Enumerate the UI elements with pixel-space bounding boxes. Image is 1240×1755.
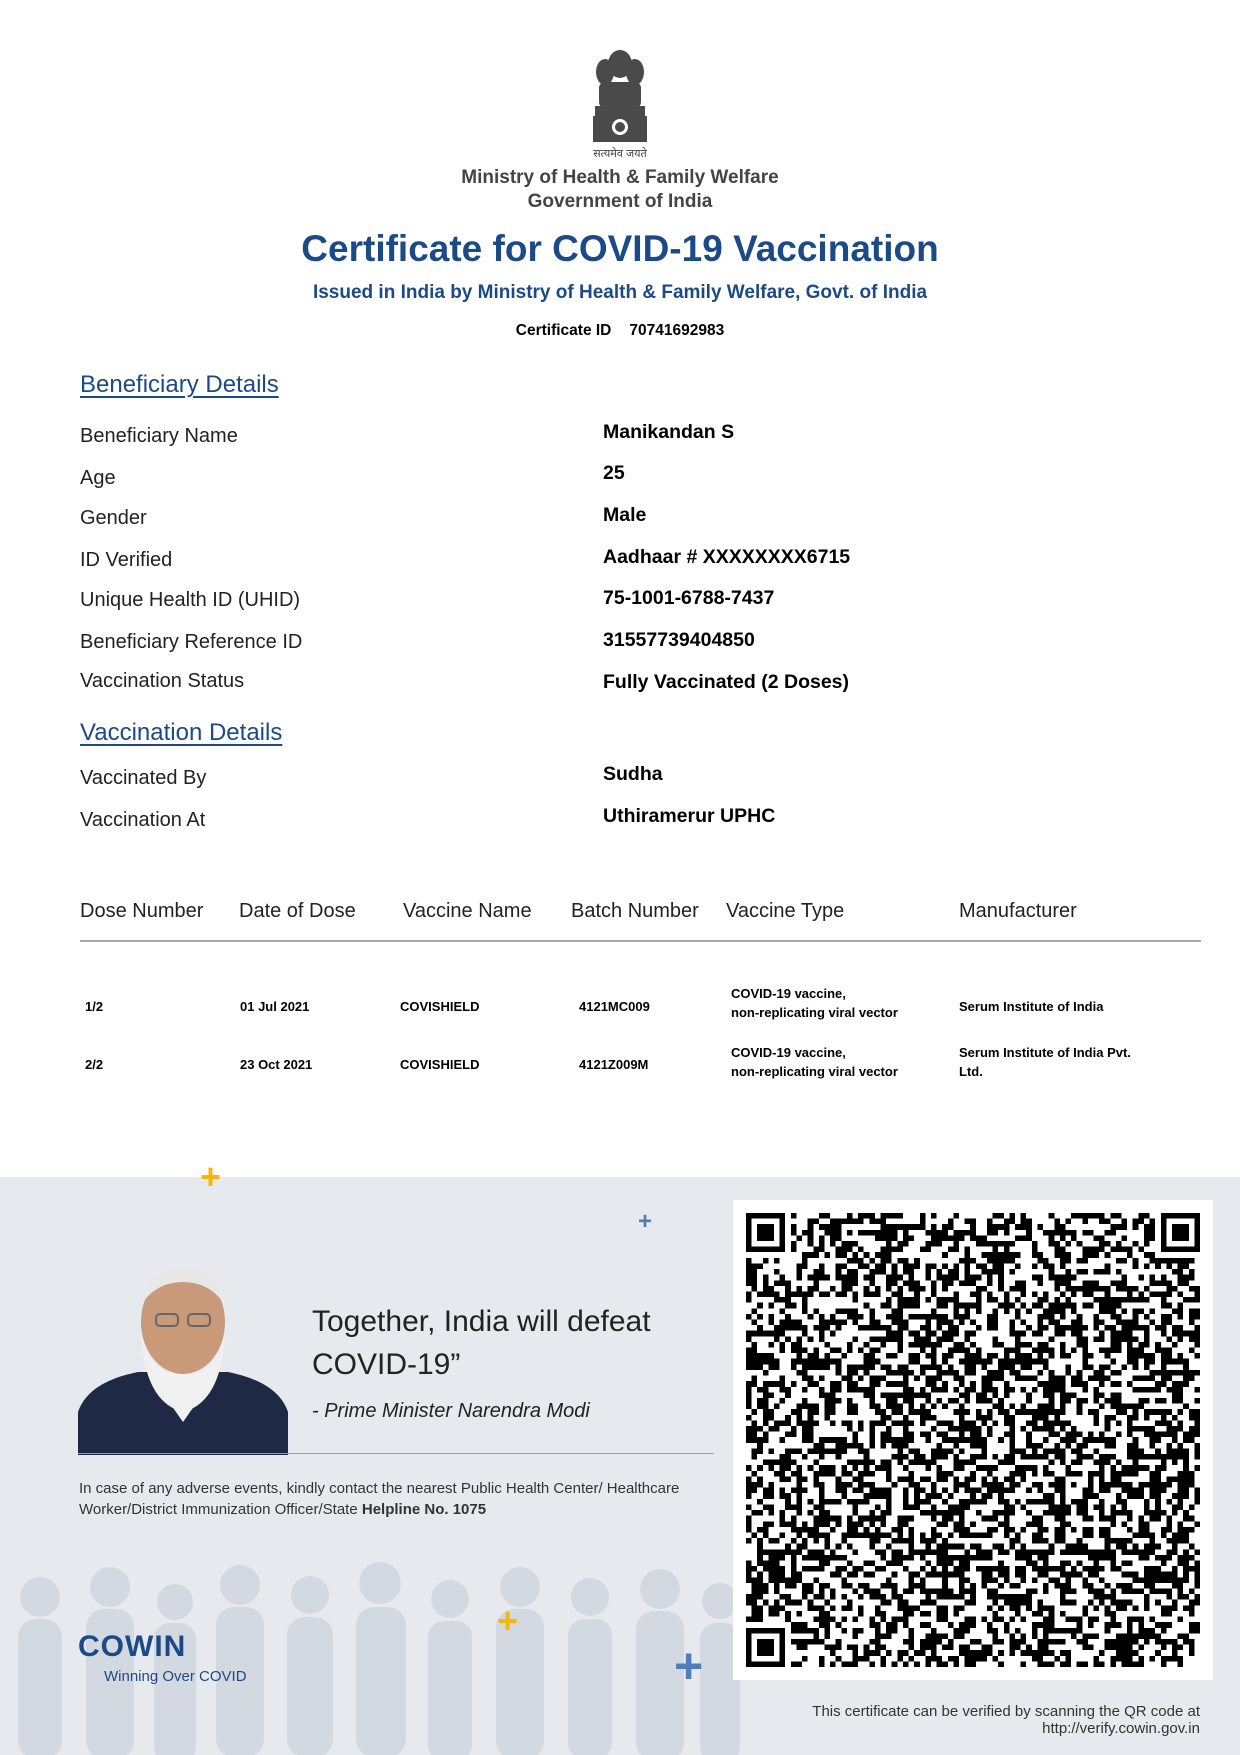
quote-divider [78, 1453, 714, 1454]
notice-text: In case of any adverse events, kindly contact the nearest Public Health Center/ Healthcare Worker/District Immunization Officer/State [79, 1480, 680, 1518]
ministry-name: Ministry of Health & Family Welfare [461, 167, 779, 188]
quote-attribution: - Prime Minister Narendra Modi [312, 1400, 590, 1422]
field-label-vaccination-at: Vaccination At [80, 809, 206, 831]
field-label-id-verified: ID Verified [80, 549, 173, 571]
cell-date: 23 Oct 2021 [240, 1057, 313, 1072]
field-value-age: 25 [603, 462, 625, 484]
cell-type [731, 984, 898, 1022]
quote-line-2: COVID-19” [312, 1348, 461, 1381]
government-name: Government of India [527, 191, 713, 212]
field-label-vaccinated-by: Vaccinated By [80, 767, 207, 789]
cell-manufacturer-line2: Ltd. [959, 1064, 983, 1079]
cell-type-line1: COVID-19 vaccine, [731, 1045, 846, 1060]
cell-batch: 4121Z009M [579, 1057, 649, 1072]
certificate-id-label: Certificate ID [515, 322, 612, 339]
field-value-vaccinated-by: Sudha [603, 763, 663, 785]
field-value-vaccination-status: Fully Vaccinated (2 Doses) [603, 671, 850, 693]
field-label-gender: Gender [80, 507, 147, 529]
cell-type-line2: non-replicating viral vector [731, 1064, 898, 1079]
field-value-id-verified: Aadhaar # XXXXXXXX6715 [603, 546, 851, 568]
field-value-name: Manikandan S [603, 421, 735, 443]
field-label-name: Beneficiary Name [80, 425, 238, 447]
cell-manufacturer [959, 997, 1103, 1016]
cell-manufacturer [959, 1043, 1131, 1081]
table-header-vaccine-name: Vaccine Name [403, 900, 532, 922]
cell-dose: 1/2 [85, 999, 104, 1014]
table-header-manufacturer: Manufacturer [959, 900, 1077, 922]
cell-dose: 2/2 [85, 1057, 104, 1072]
vaccination-details-heading: Vaccination Details [80, 719, 283, 746]
field-value-vaccination-at: Uthiramerur UPHC [603, 805, 776, 827]
quote-text [312, 1300, 651, 1386]
field-value-reference-id: 31557739404850 [603, 629, 755, 651]
cell-manufacturer-line1: Serum Institute of India [959, 999, 1104, 1014]
table-header-vaccine-type: Vaccine Type [726, 900, 845, 922]
portrait-image [78, 1262, 288, 1455]
cell-vaccine: COVISHIELD [400, 1057, 480, 1072]
certificate-id-value: 70741692983 [629, 322, 725, 339]
cell-type-line1: COVID-19 vaccine, [731, 986, 846, 1001]
field-label-vaccination-status: Vaccination Status [80, 670, 245, 692]
plus-icon: + [200, 1156, 222, 1197]
verify-line-2: http://verify.cowin.gov.in [1042, 1720, 1200, 1737]
quote-line-1: Together, India will defeat [312, 1305, 651, 1338]
cell-type-line2: non-replicating viral vector [731, 1005, 898, 1020]
qr-code-panel [733, 1200, 1213, 1680]
field-label-reference-id: Beneficiary Reference ID [80, 631, 303, 653]
field-value-uhid: 75-1001-6788-7437 [603, 587, 775, 609]
adverse-events-notice [79, 1478, 699, 1520]
verification-note [660, 1703, 1200, 1737]
table-header-dose-number: Dose Number [80, 900, 204, 922]
cell-batch: 4121MC009 [579, 999, 650, 1014]
certificate-id-row [0, 322, 1240, 340]
cell-manufacturer-line1: Serum Institute of India Pvt. [959, 1045, 1131, 1060]
table-header-date: Date of Dose [239, 900, 356, 922]
plus-icon: + [638, 1208, 653, 1235]
emblem-motto: सत्यमेव जयते [593, 148, 647, 160]
beneficiary-details-heading: Beneficiary Details [80, 371, 279, 398]
cowin-tagline: Winning Over COVID [104, 1668, 247, 1685]
certificate-subtitle: Issued in India by Ministry of Health & Family Welfare, Govt. of India [312, 282, 928, 303]
field-value-gender: Male [603, 504, 647, 526]
table-divider [80, 940, 1201, 942]
cell-date: 01 Jul 2021 [240, 999, 310, 1014]
plus-icon: + [674, 1638, 704, 1694]
qr-code [746, 1213, 1200, 1667]
national-emblem-icon [585, 44, 655, 162]
certificate-title: Certificate for COVID-19 Vaccination [301, 228, 939, 269]
cowin-logo: COWIN [78, 1630, 187, 1663]
verify-line-1: This certificate can be verified by scanning the QR code at [812, 1703, 1200, 1720]
cell-vaccine: COVISHIELD [400, 999, 480, 1014]
cell-type [731, 1043, 898, 1081]
plus-icon: + [497, 1600, 519, 1641]
field-label-age: Age [80, 467, 116, 489]
helpline-number: Helpline No. 1075 [361, 1501, 487, 1518]
field-label-uhid: Unique Health ID (UHID) [80, 589, 301, 611]
table-header-batch-number: Batch Number [571, 900, 699, 922]
